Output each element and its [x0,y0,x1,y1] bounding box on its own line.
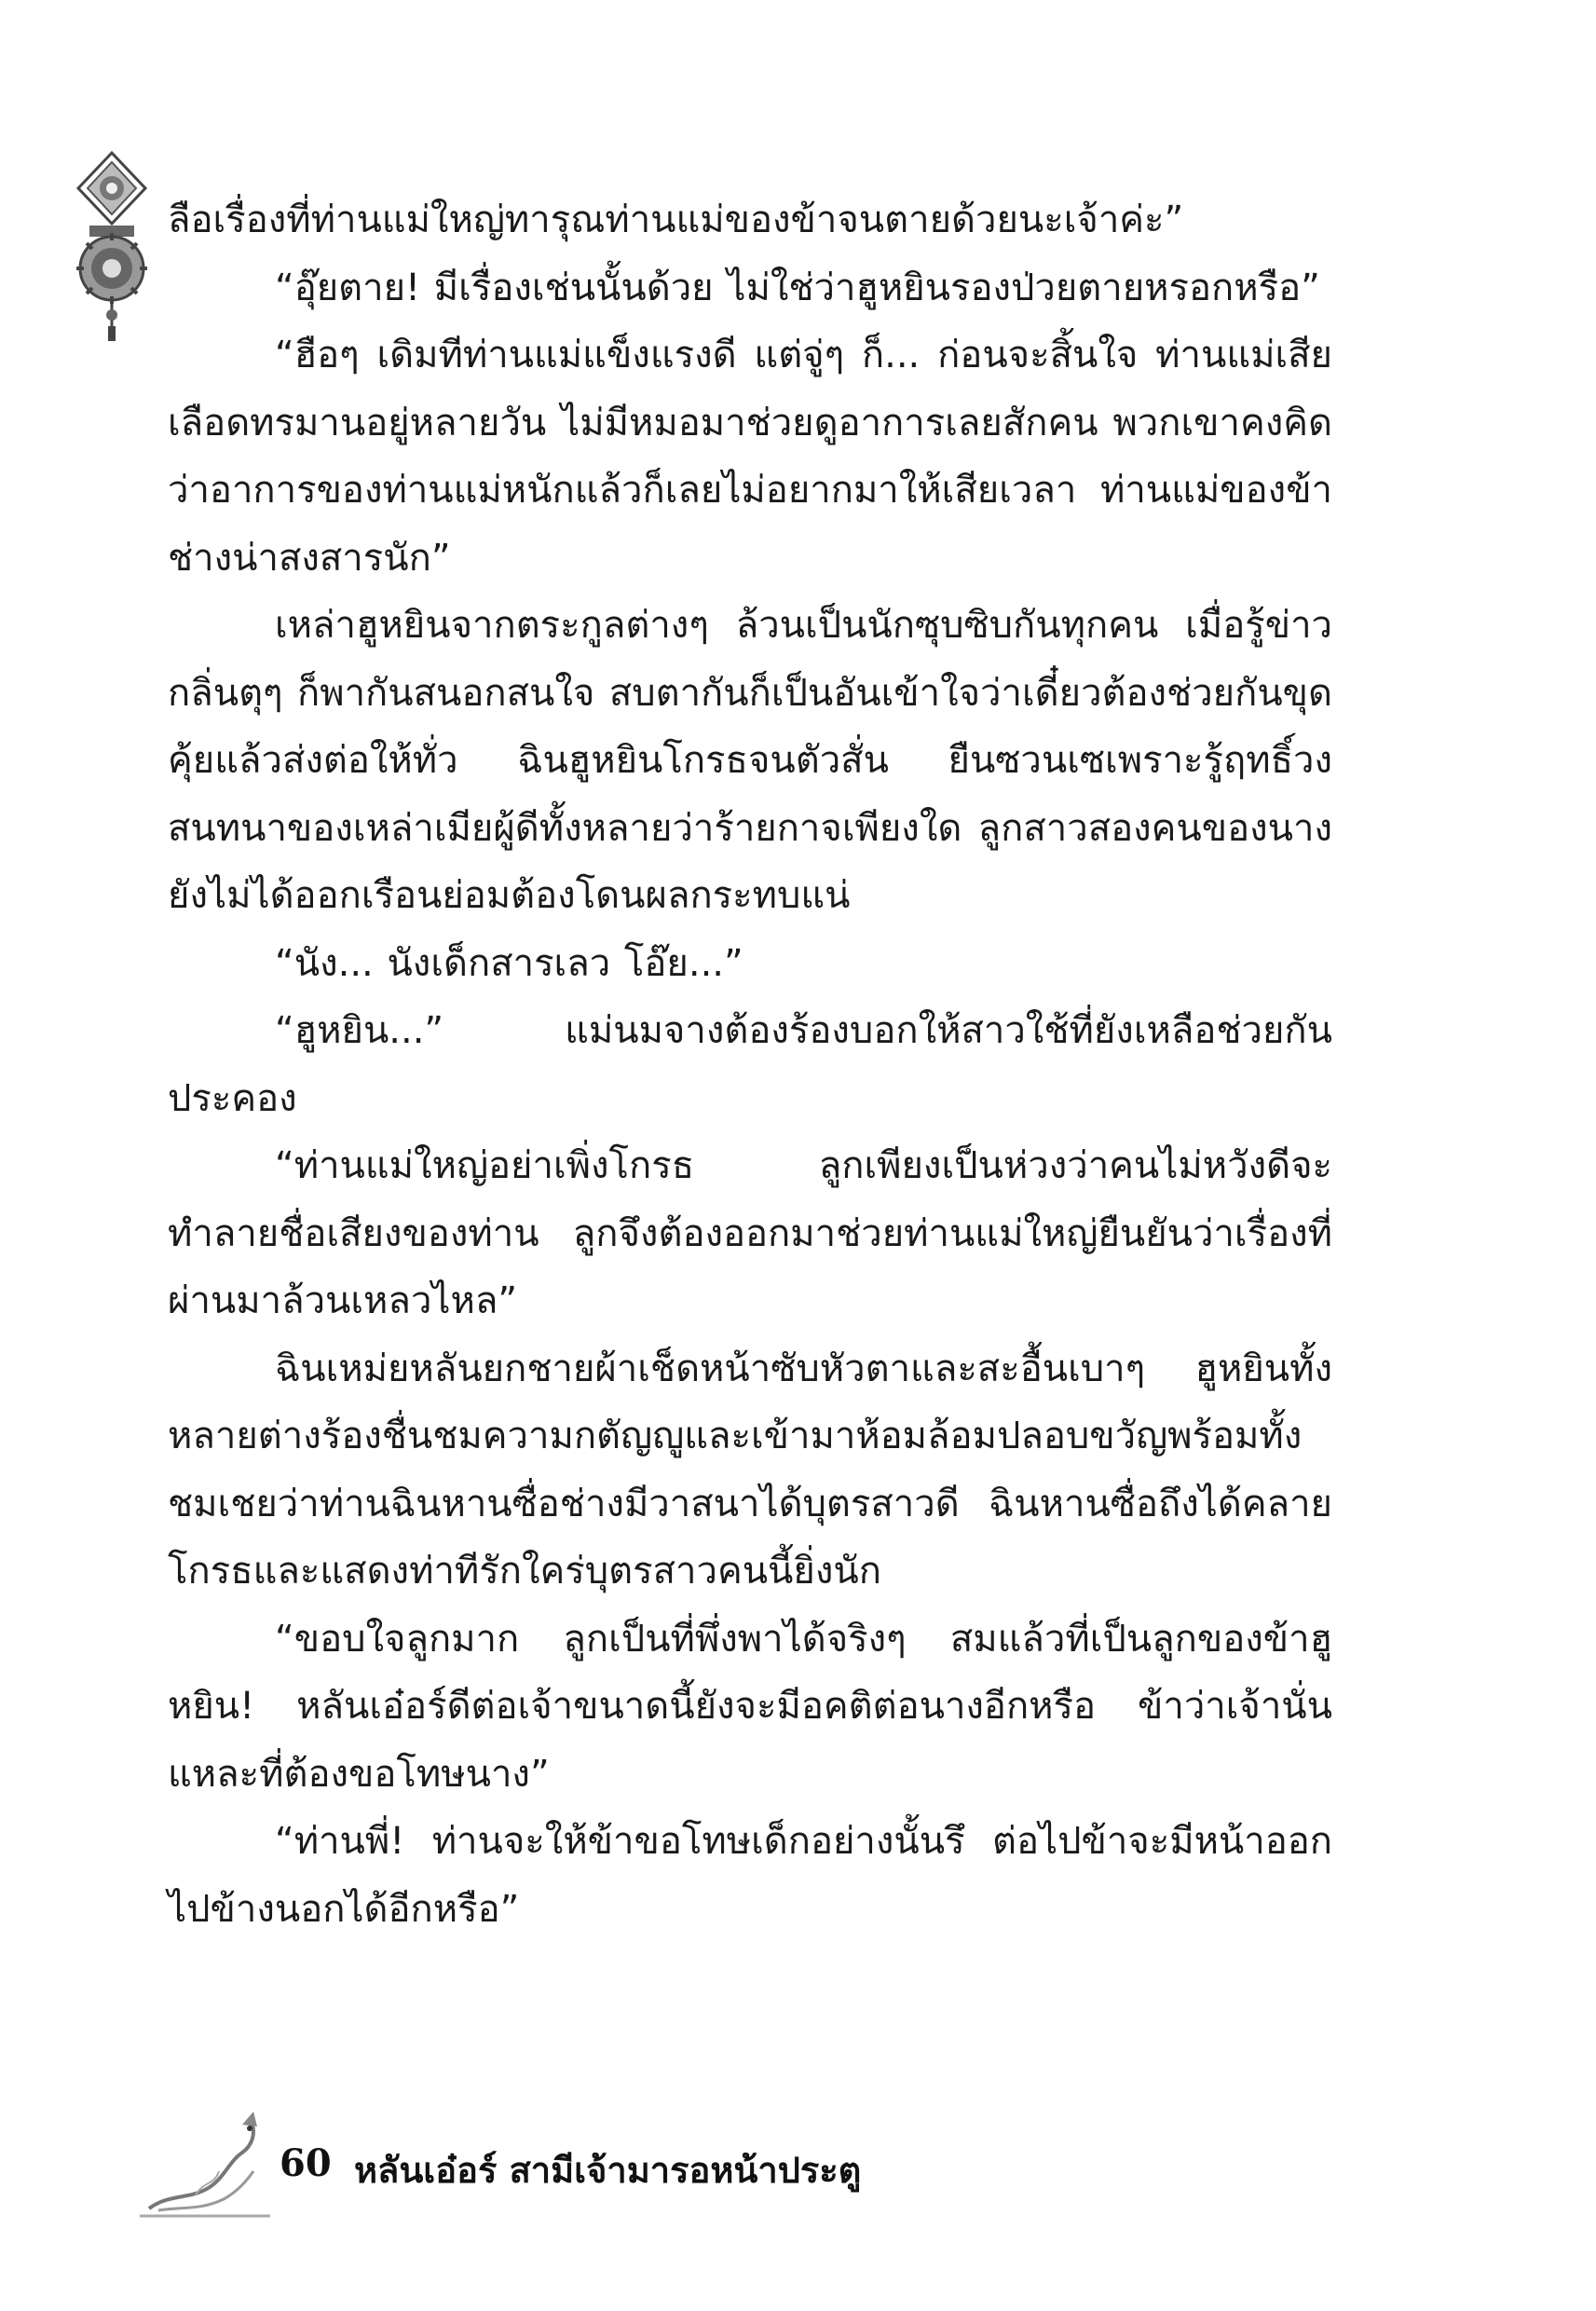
paragraph: “ฮูหยิน...” แม่นมจางต้องร้องบอกให้สาวใช้ที่ยังเหลือช่วยกันประคอง [168,1009,1332,1120]
paragraph: “อุ๊ยตาย! มีเรื่องเช่นนั้นด้วย ไม่ใช่ว่าฮูหยินรองป่วยตายหรอกหรือ” [275,266,1320,309]
book-title: หลันเอ๋อร์ สามีเจ้ามารอหน้าประตู [354,2150,862,2191]
decorative-medallion-icon [65,149,158,345]
body-text [168,186,1332,1943]
paragraph: ลือเรื่องที่ท่านแม่ใหญ่ทารุณท่านแม่ของข้าจนตายด้วยนะเจ้าค่ะ” [168,198,1184,241]
paragraph: “ท่านแม่ใหญ่อย่าเพิ่งโกรธ ลูกเพียงเป็นห่วงว่าคนไม่หวังดีจะทำลายชื่อเสียงของท่าน ลูกจึงต้องออกมาช่วยท่านแม่ใหญ่ยืนยันว่าเรื่องที่ผ่านมาล้วนเหลวไหล” [168,1144,1332,1322]
paragraph: ฉินเหม่ยหลันยกชายผ้าเช็ดหน้าซับหัวตาและสะอื้นเบาๆ ฮูหยินทั้งหลายต่างร้องชื่นชมความกตัญญูและเข้ามาห้อมล้อมปลอบขวัญพร้อมทั้งชมเชยว่าท่านฉินหานซื่อช่างมีวาสนาได้บุตรสาวดี ฉินหานซื่อถึงได้คลายโกรธและแสดงท่าทีรักใคร่บุตรสาวคนนี้ยิ่งนัก [168,1347,1332,1593]
paragraph: “ฮือๆ เดิมทีท่านแม่แข็งแรงดี แต่จู่ๆ ก็... ก่อนจะสิ้นใจ ท่านแม่เสียเลือดทรมานอยู่หลายวัน ไม่มีหมอมาช่วยดูอาการเลยสักคน พวกเขาคงคิดว่าอาการของท่านแม่หนักแล้วก็เลยไม่อยากมาให้เสียเวลา ท่านแม่ของข้าช่างน่าสงสารนัก” [168,334,1332,580]
paragraph: “ท่านพี่! ท่านจะให้ข้าขอโทษเด็กอย่างนั้นรึ ต่อไปข้าจะมีหน้าออกไปข้างนอกได้อีกหรือ” [168,1820,1332,1931]
page-footer [140,2106,978,2218]
paragraph: “ขอบใจลูกมาก ลูกเป็นที่พึ่งพาได้จริงๆ สมแล้วที่เป็นลูกของข้าฮูหยิน! หลันเอ๋อร์ดีต่อเจ้าขนาดนี้ยังจะมีอคติต่อนางอีกหรือ ข้าว่าเจ้านั่นแหละที่ต้องขอโทษนาง” [168,1617,1332,1796]
paragraph: “นัง... นังเด็กสารเลว โอ๊ย...” [275,941,743,985]
decorative-dragon-icon [140,2106,270,2218]
paragraph: เหล่าฮูหยินจากตระกูลต่างๆ ล้วนเป็นนักซุบซิบกันทุกคน เมื่อรู้ข่าวกลิ่นตุๆ ก็พากันสนอกสนใจ สบตากันก็เป็นอันเข้าใจว่าเดี๋ยวต้องช่วยกันขุดคุ้ยแล้วส่งต่อให้ทั่ว ฉินฮูหยินโกรธจนตัวสั่น ยืนซวนเซเพราะรู้ฤทธิ์วงสนทนาของเหล่าเมียผู้ดีทั้งหลายว่าร้ายกาจเพียงใด ลูกสาวสองคนของนางยังไม่ได้ออกเรือนย่อมต้องโดนผลกระทบแน่ [168,604,1332,917]
page-number: 60 [280,2141,332,2185]
